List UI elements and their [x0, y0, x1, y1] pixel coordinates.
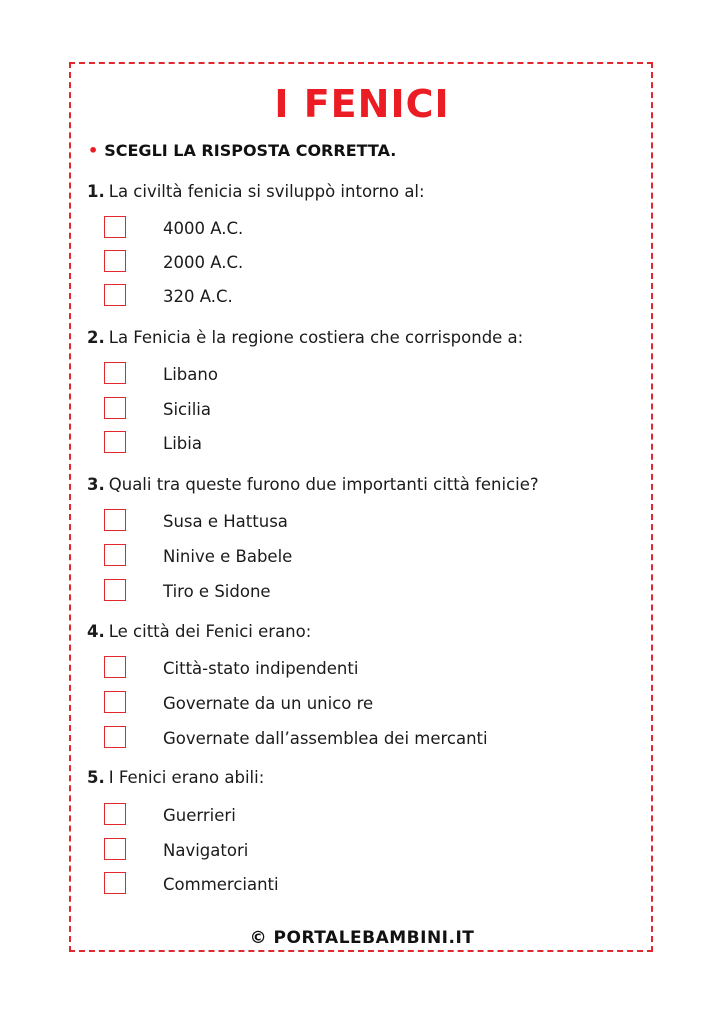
option-label: Ninive e Babele — [163, 547, 293, 566]
option-1-c[interactable] — [104, 284, 644, 310]
option-3-c[interactable] — [104, 579, 644, 605]
option-3-a[interactable] — [104, 509, 644, 535]
option-label: Libia — [163, 434, 202, 453]
option-label: Sicilia — [163, 400, 211, 419]
question-number: 4. — [87, 622, 105, 641]
checkbox[interactable] — [104, 726, 126, 748]
question-text: Le città dei Fenici erano: — [108, 622, 312, 641]
option-1-b[interactable] — [104, 250, 644, 276]
option-5-a[interactable] — [104, 803, 644, 829]
option-label: Governate da un unico re — [163, 694, 374, 713]
checkbox[interactable] — [104, 544, 126, 566]
option-4-b[interactable] — [104, 691, 644, 717]
instruction — [88, 140, 396, 162]
question-1 — [87, 181, 425, 203]
option-label: Navigatori — [163, 841, 249, 860]
page-title: I FENICI — [274, 82, 450, 126]
option-label: Guerrieri — [163, 806, 236, 825]
checkbox[interactable] — [104, 656, 126, 678]
option-2-a[interactable] — [104, 362, 644, 388]
option-label: 4000 A.C. — [163, 219, 244, 238]
option-label: Tiro e Sidone — [163, 582, 271, 601]
instruction-text: SCEGLI LA RISPOSTA CORRETTA. — [104, 141, 397, 160]
option-1-a[interactable] — [104, 216, 644, 242]
checkbox[interactable] — [104, 250, 126, 272]
question-3 — [87, 474, 539, 496]
option-5-b[interactable] — [104, 838, 644, 864]
question-number: 1. — [87, 182, 105, 201]
option-label: Governate dall’assemblea dei mercanti — [163, 729, 488, 748]
checkbox[interactable] — [104, 691, 126, 713]
checkbox[interactable] — [104, 362, 126, 384]
option-label: Città-stato indipendenti — [163, 659, 359, 678]
question-number: 2. — [87, 328, 105, 347]
option-3-b[interactable] — [104, 544, 644, 570]
option-4-c[interactable] — [104, 726, 644, 752]
checkbox[interactable] — [104, 803, 126, 825]
question-text: La civiltà fenicia si sviluppò intorno al: — [108, 182, 425, 201]
option-2-b[interactable] — [104, 397, 644, 423]
instruction-bullet: • — [88, 141, 99, 160]
question-number: 3. — [87, 475, 105, 494]
option-label: Susa e Hattusa — [163, 512, 288, 531]
option-label: 2000 A.C. — [163, 253, 244, 272]
question-text: I Fenici erano abili: — [108, 768, 265, 787]
checkbox[interactable] — [104, 284, 126, 306]
option-label: 320 A.C. — [163, 287, 233, 306]
checkbox[interactable] — [104, 216, 126, 238]
checkbox[interactable] — [104, 872, 126, 894]
checkbox[interactable] — [104, 838, 126, 860]
option-5-c[interactable] — [104, 872, 644, 898]
checkbox[interactable] — [104, 397, 126, 419]
option-4-a[interactable] — [104, 656, 644, 682]
footer-copyright: © PORTALEBAMBINI.IT — [249, 928, 475, 948]
question-text: Quali tra queste furono due importanti città fenicie? — [108, 475, 539, 494]
checkbox[interactable] — [104, 509, 126, 531]
question-number: 5. — [87, 768, 105, 787]
option-label: Libano — [163, 365, 218, 384]
checkbox[interactable] — [104, 579, 126, 601]
checkbox[interactable] — [104, 431, 126, 453]
option-2-c[interactable] — [104, 431, 644, 457]
option-label: Commercianti — [163, 875, 279, 894]
question-text: La Fenicia è la regione costiera che corrisponde a: — [108, 328, 524, 347]
question-2 — [87, 327, 523, 349]
question-4 — [87, 621, 311, 643]
question-5 — [87, 767, 264, 789]
